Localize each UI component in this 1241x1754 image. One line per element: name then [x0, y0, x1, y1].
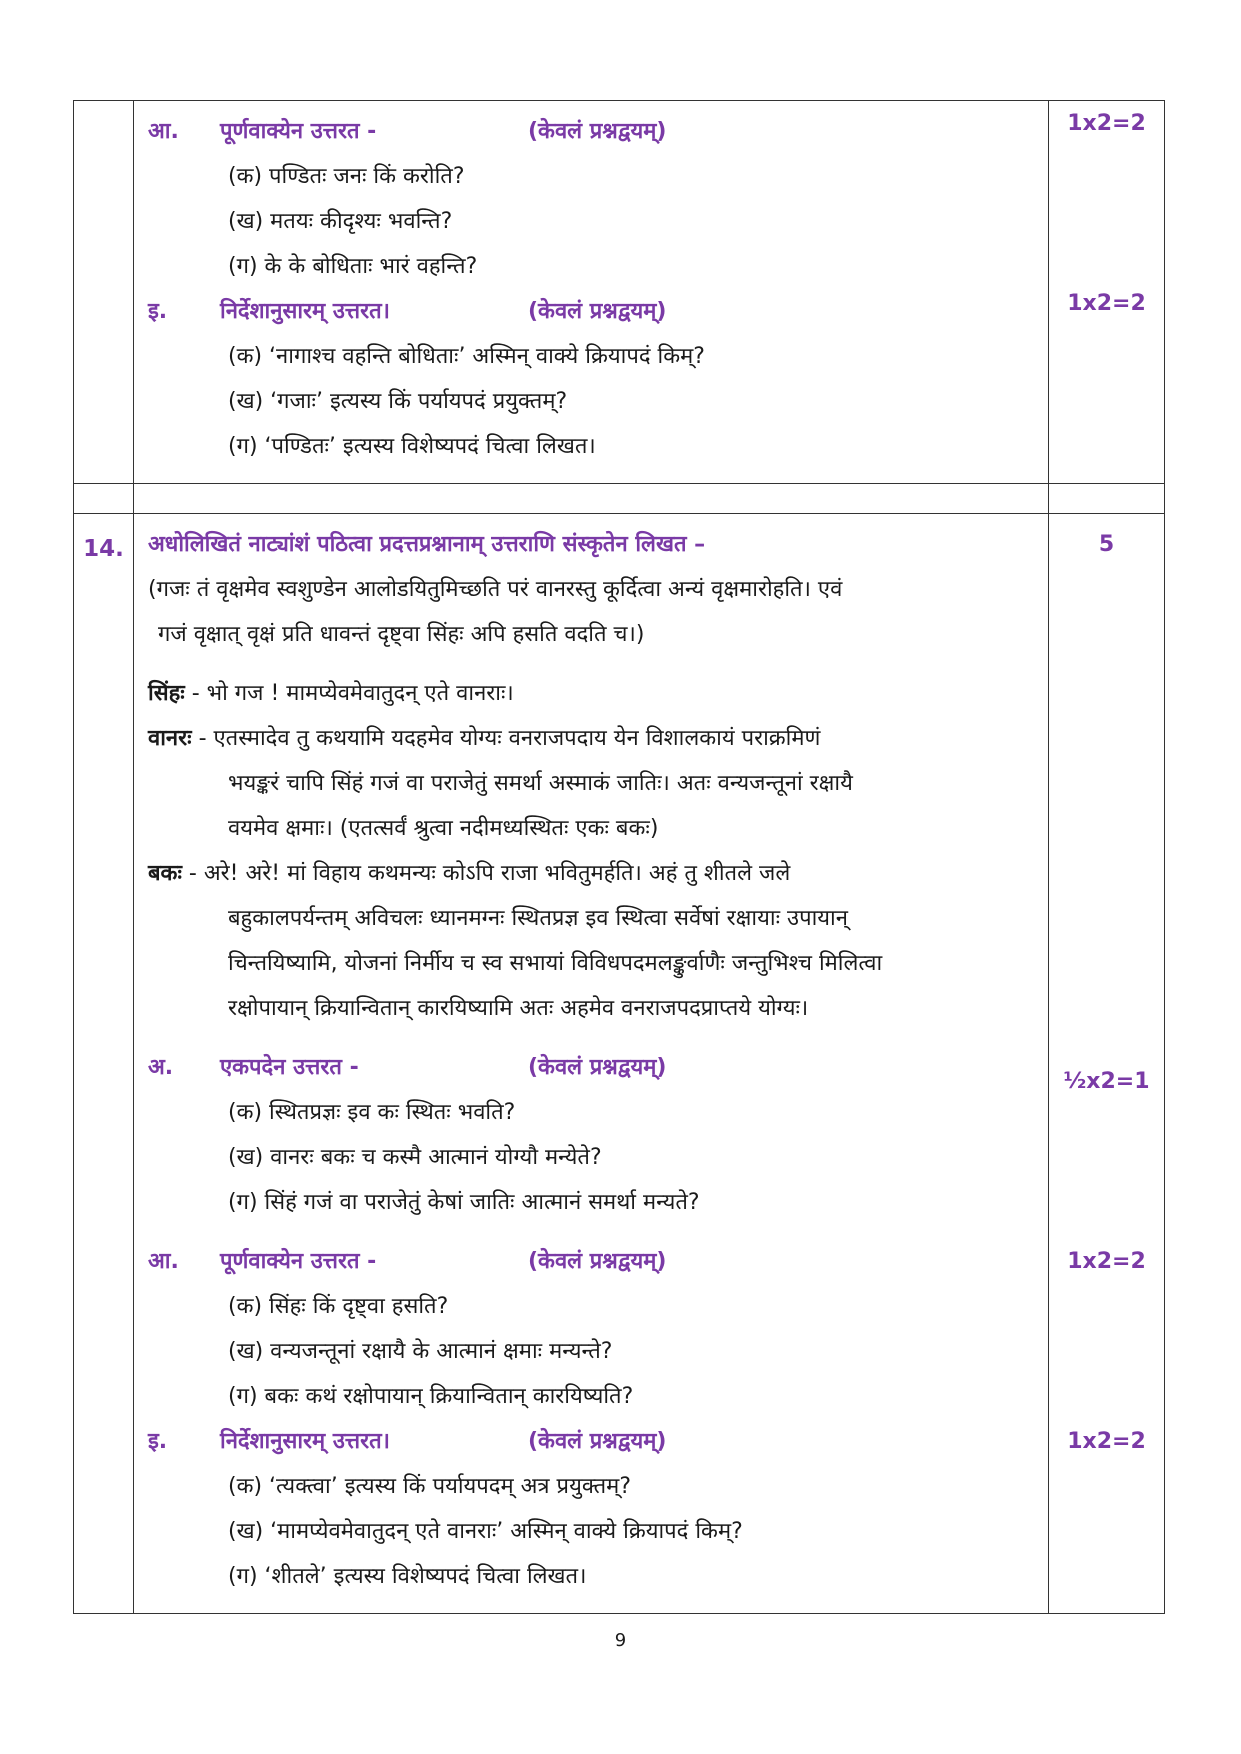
question-item: (ग) के के बोधिताः भारं वहन्ति? [228, 254, 478, 279]
section-instruction: निर्देशानुसारम् उत्तरत। [220, 299, 390, 324]
stage-line: (गजः तं वृक्षमेव स्वशुण्डेन आलोडयितुमिच्छति परं वानरस्तु कूर्दित्वा अन्यं वृक्षमारोहति। एवं [148, 577, 843, 602]
section-instruction: पूर्णवाक्येन उत्तरत - [220, 119, 377, 144]
question-item: (क) सिंहः किं दृष्ट्वा हसति? [228, 1294, 449, 1319]
section-note: (केवलं प्रश्नद्वयम्) [528, 1249, 667, 1274]
section-label: आ. [148, 119, 179, 144]
dialogue-text: वयमेव क्षमाः। (एतत्सर्वं श्रुत्वा नदीमध्यस्थितः एकः बकः) [228, 816, 659, 841]
marks-value: 1x2=2 [1067, 1249, 1146, 1274]
section-note: (केवलं प्रश्नद्वयम्) [528, 1429, 667, 1454]
table-row [74, 101, 1165, 484]
question-item: (ख) वानरः बकः च कस्मै आत्मानं योग्यौ मन्येते? [228, 1145, 602, 1170]
question-content-cell [134, 101, 1049, 484]
dialogue-text: - भो गज ! मामप्येवमेवातुदन् एते वानराः। [184, 681, 514, 706]
question-table [73, 100, 1165, 1614]
section-header-a [148, 1045, 1034, 1090]
question-content-cell [134, 514, 1049, 1614]
question-item: (ग) ‘पण्डितः’ इत्यस्य विशेष्यपदं चित्वा लिखत। [228, 434, 596, 459]
section-note: (केवलं प्रश्नद्वयम्) [528, 1055, 667, 1080]
section-note: (केवलं प्रश्नद्वयम्) [528, 119, 667, 144]
question-item: (क) ‘त्यक्त्वा’ इत्यस्य किं पर्यायपदम् अत्र प्रयुक्तम्? [228, 1474, 631, 1499]
question-item: (क) ‘नागाश्च वहन्ति बोधिताः’ अस्मिन् वाक्ये क्रियापदं किम्? [228, 344, 705, 369]
dialogue-text: भयङ्करं चापि सिंहं गजं वा पराजेतुं समर्था अस्माकं जातिः। अतः वन्यजन्तूनां रक्षायै [228, 771, 853, 796]
dialogue-vanara [148, 716, 1034, 851]
dialogue-text: बहुकालपर्यन्तम् अविचलः ध्यानमग्नः स्थितप्रज्ञ इव स्थित्वा सर्वेषां रक्षायाः उपायान् [228, 906, 848, 931]
speaker-name: वानरः [148, 726, 192, 751]
section-header-aa [148, 109, 1034, 154]
marks-value: 5 [1098, 532, 1115, 557]
marks-value: 1x2=2 [1067, 1429, 1146, 1454]
dialogue-text: - अरे! अरे! मां विहाय कथमन्यः कोऽपि राजा भवितुमर्हति। अहं तु शीतले जले [181, 861, 791, 886]
section-label: अ. [148, 1055, 174, 1080]
speaker-name: बकः [148, 861, 182, 886]
question-item: (ख) ‘मामप्येवमेवातुदन् एते वानराः’ अस्मिन् वाक्ये क्रियापदं किम्? [228, 1519, 743, 1544]
section-label: इ. [148, 299, 168, 324]
marks-cell [1049, 514, 1165, 1614]
speaker-name: सिंहः [148, 681, 185, 706]
section-instruction: निर्देशानुसारम् उत्तरत। [220, 1429, 390, 1454]
section-header-aa [148, 1239, 1034, 1284]
section-instruction: एकपदेन उत्तरत - [220, 1055, 359, 1080]
question-item: (ख) मतयः कीदृश्यः भवन्ति? [228, 209, 453, 234]
dialogue-simha [148, 671, 1034, 716]
section-note: (केवलं प्रश्नद्वयम्) [528, 299, 667, 324]
spacer-row [74, 484, 1165, 514]
question-item: (क) स्थितप्रज्ञः इव कः स्थितः भवति? [228, 1100, 516, 1125]
stage-line: गजं वृक्षात् वृक्षं प्रति धावन्तं दृष्ट्वा सिंहः अपि हसति वदति च।) [158, 622, 645, 647]
dialogue-baka [148, 851, 1034, 1031]
section-label: आ. [148, 1249, 179, 1274]
section-header-i [148, 289, 1034, 334]
marks-value: ½x2=1 [1063, 1069, 1150, 1094]
question-item: (ग) ‘शीतले’ इत्यस्य विशेष्यपदं चित्वा लिखत। [228, 1564, 587, 1589]
question-item: (ख) ‘गजाः’ इत्यस्य किं पर्यायपदं प्रयुक्तम्? [228, 389, 568, 414]
table-row [74, 514, 1165, 1614]
marks-value: 1x2=2 [1067, 111, 1146, 136]
question-item: (ख) वन्यजन्तूनां रक्षायै के आत्मानं क्षमाः मन्यन्ते? [228, 1339, 613, 1364]
dialogue-text: चिन्तयिष्यामि, योजनां निर्मीय च स्व सभायां विविधपदमलङ्कुर्वाणैः जन्तुभिश्च मिलित्वा [228, 951, 883, 976]
stage-direction [148, 567, 1034, 657]
question-item: (क) पण्डितः जनः किं करोति? [228, 164, 465, 189]
section-instruction: पूर्णवाक्येन उत्तरत - [220, 1249, 377, 1274]
marks-value: 1x2=2 [1067, 291, 1146, 316]
dialogue-text: रक्षोपायान् क्रियान्वितान् कारयिष्यामि अतः अहमेव वनराजपदप्राप्तये योग्यः। [228, 996, 809, 1021]
page-number: 9 [614, 1630, 627, 1651]
question-instruction: अधोलिखितं नाट्यांशं पठित्वा प्रदत्तप्रश्नानाम् उत्तराणि संस्कृतेन लिखत – [148, 532, 706, 557]
question-number: 14. [74, 514, 134, 1614]
question-number-cell [74, 101, 134, 484]
question-item: (ग) बकः कथं रक्षोपायान् क्रियान्वितान् कारयिष्यति? [228, 1384, 634, 1409]
section-label: इ. [148, 1429, 168, 1454]
section-header-i [148, 1419, 1034, 1464]
dialogue-text: - एतस्मादेव तु कथयामि यदहमेव योग्यः वनराजपदाय येन विशालकायं पराक्रमिणं [191, 726, 821, 751]
marks-cell [1049, 101, 1165, 484]
question-item: (ग) सिंहं गजं वा पराजेतुं केषां जातिः आत्मानं समर्था मन्यते? [228, 1190, 700, 1215]
